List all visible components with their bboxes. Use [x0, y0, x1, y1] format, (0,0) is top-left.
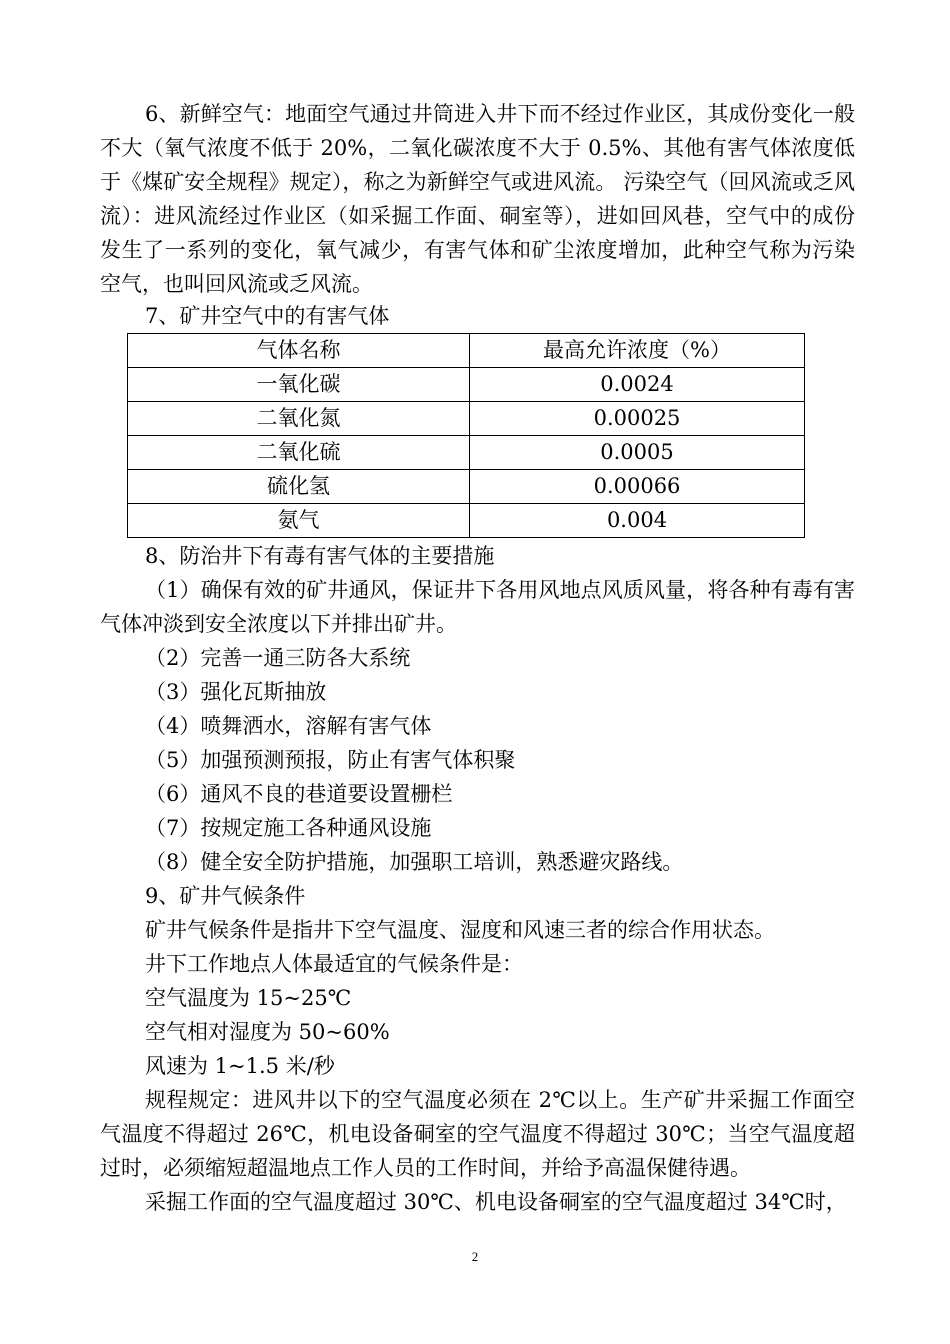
section-8 [100, 539, 855, 1219]
continuation-paragraph: 采掘工作面的空气温度超过 30℃、机电设备硐室的空气温度超过 34℃时， [145, 1190, 847, 1214]
table-cell: 0.004 [470, 504, 805, 538]
page-number: 2 [471, 1249, 479, 1264]
measure-item: （8）健全安全防护措施，加强职工培训，熟悉避灾路线。 [145, 850, 684, 874]
climate-line: 空气温度为 15~25℃ [145, 986, 352, 1010]
table-cell: 0.00025 [470, 402, 805, 436]
table-cell: 二氧化硫 [128, 436, 470, 470]
table-row [128, 436, 805, 470]
table-header-cell: 最高允许浓度（%） [470, 334, 805, 368]
measure-item: （5）加强预测预报，防止有害气体积聚 [145, 748, 516, 772]
measure-item: （3）强化瓦斯抽放 [145, 680, 327, 704]
table-row [128, 368, 805, 402]
climate-line: 空气相对湿度为 50~60% [145, 1020, 390, 1044]
table-row [128, 470, 805, 504]
table-row [128, 402, 805, 436]
climate-line: 矿井气候条件是指井下空气温度、湿度和风速三者的综合作用状态。 [145, 918, 775, 942]
measure-item: （1）确保有效的矿井通风，保证井下各用风地点风质风量，将各种有毒有害气体冲淡到安全浓度以下并排出矿井。 [100, 578, 855, 636]
table-header-cell: 气体名称 [128, 334, 470, 368]
section-7-heading-wrap [100, 299, 855, 333]
measure-item: （7）按规定施工各种通风设施 [145, 816, 432, 840]
table-cell: 0.0024 [470, 368, 805, 402]
climate-line: 井下工作地点人体最适宜的气候条件是： [145, 952, 523, 976]
section-6 [100, 97, 855, 301]
section-6-paragraph: 6、新鲜空气：地面空气通过井筒进入井下而不经过作业区，其成份变化一般不大（氧气浓度不低于 20%，二氧化碳浓度不大于 0.5%、其他有害气体浓度低于《煤矿安全规程》规定），称之为新鲜空气或进风流。 污染空气（回风流或乏风流）：进风流经过作业区（如采掘工作面、硐室等），进如回风巷，空气中的成份发生了一系列的变化，氧气减少，有害气体和矿尘浓度增加，此种空气称为污染空气，也叫回风流或乏风流。 [100, 102, 855, 296]
table-cell: 硫化氢 [128, 470, 470, 504]
table-cell: 0.0005 [470, 436, 805, 470]
table-header-row [128, 334, 805, 368]
section-9-heading: 9、矿井气候条件 [145, 884, 306, 908]
table-cell: 二氧化氮 [128, 402, 470, 436]
regulation-paragraph: 规程规定：进风井以下的空气温度必须在 2℃以上。生产矿井采掘工作面空气温度不得超过 26℃，机电设备硐室的空气温度不得超过 30℃；当空气温度超过时，必须缩短超温地点工作人员的工作时间，并给予高温保健待遇。 [100, 1088, 855, 1180]
section-8-heading: 8、防治井下有毒有害气体的主要措施 [145, 544, 495, 568]
climate-line: 风速为 1~1.5 米/秒 [145, 1054, 335, 1078]
table-row [128, 504, 805, 538]
table-cell: 0.00066 [470, 470, 805, 504]
harmful-gas-table [127, 333, 805, 538]
table-cell: 氨气 [128, 504, 470, 538]
measure-item: （4）喷舞洒水，溶解有害气体 [145, 714, 432, 738]
measure-item: （6）通风不良的巷道要设置栅栏 [145, 782, 453, 806]
section-7-heading: 7、矿井空气中的有害气体 [145, 304, 390, 328]
table-cell: 一氧化碳 [128, 368, 470, 402]
measure-item: （2）完善一通三防各大系统 [145, 646, 411, 670]
